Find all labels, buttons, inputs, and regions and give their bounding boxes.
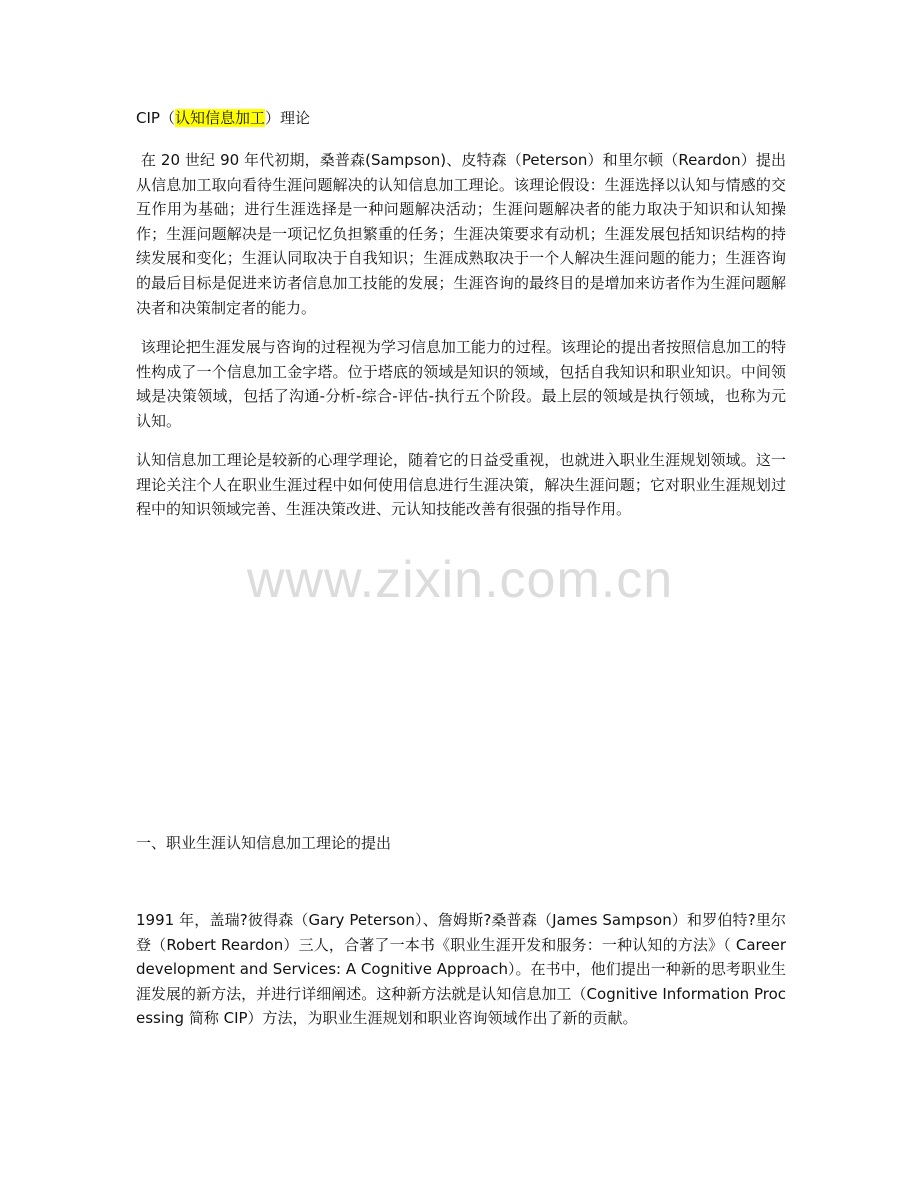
section-heading: 一、职业生涯认知信息加工理论的提出: [136, 834, 392, 852]
paragraph-pyramid: [136, 335, 786, 433]
paragraph-history: 1991 年，盖瑞?彼得森（Gary Peterson）、詹姆斯?桑普森（James Sampson）和罗伯特?里尔登（Robert Reardon）三人，合著了一本书《职业生涯开发和服务：一种认知的方法》（ Career development and Services: A Cognitive Approach）。在书中，他们提出一种新的思考职业生涯发展的新方法，并进行详细阐述。这种新方法就是认知信息加工（Cognitive Information Processing 简称 CIP）方法，为职业生涯规划和职业咨询领域作出了新的贡献。: [136, 911, 786, 1028]
document-title: [136, 106, 310, 130]
paragraph-intro-text: 在 20 世纪 90 年代初期，桑普森(Sampson)、皮特森（Peterson）和里尔顿（Reardon）提出从信息加工取向看待生涯问题解决的认知信息加工理论。该理论假设：生涯选择以认知与情感的交互作用为基础；进行生涯选择是一种问题解决活动；生涯问题解决者的能力取决于知识和认知操作；生涯问题解决是一项记忆负担繁重的任务；生涯决策要求有动机；生涯发展包括知识结构的持续发展和变化；生涯认同取决于自我知识；生涯成熟取决于一个人解决生涯问题的能力；生涯咨询的最后目标是促进来访者信息加工技能的发展；生涯咨询的最终目的是增加来访者作为生涯问题解决者和决策制定者的能力。: [136, 151, 786, 317]
paragraph-significance: 认知信息加工理论是较新的心理学理论，随着它的日益受重视，也就进入职业生涯规划领域。这一理论关注个人在职业生涯过程中如何使用信息进行生涯决策，解决生涯问题；它对职业生涯规划过程中的知识领域完善、生涯决策改进、元认知技能改善有很强的指导作用。: [136, 451, 786, 519]
watermark: www.zixin.com.cn: [246, 551, 674, 609]
title-suffix: ）理论: [264, 109, 310, 127]
title-highlight: 认知信息加工: [174, 109, 265, 127]
paragraph-pyramid-text: 该理论把生涯发展与咨询的过程视为学习信息加工能力的过程。该理论的提出者按照信息加工的特性构成了一个信息加工金字塔。位于塔底的领域是知识的领域，包括自我知识和职业知识。中间领域是决策领域，包括了沟通-分析-综合-评估-执行五个阶段。最上层的领域是执行领域，也称为元认知。: [136, 338, 786, 430]
title-prefix: CIP（: [136, 109, 175, 127]
paragraph-intro: [136, 148, 786, 320]
